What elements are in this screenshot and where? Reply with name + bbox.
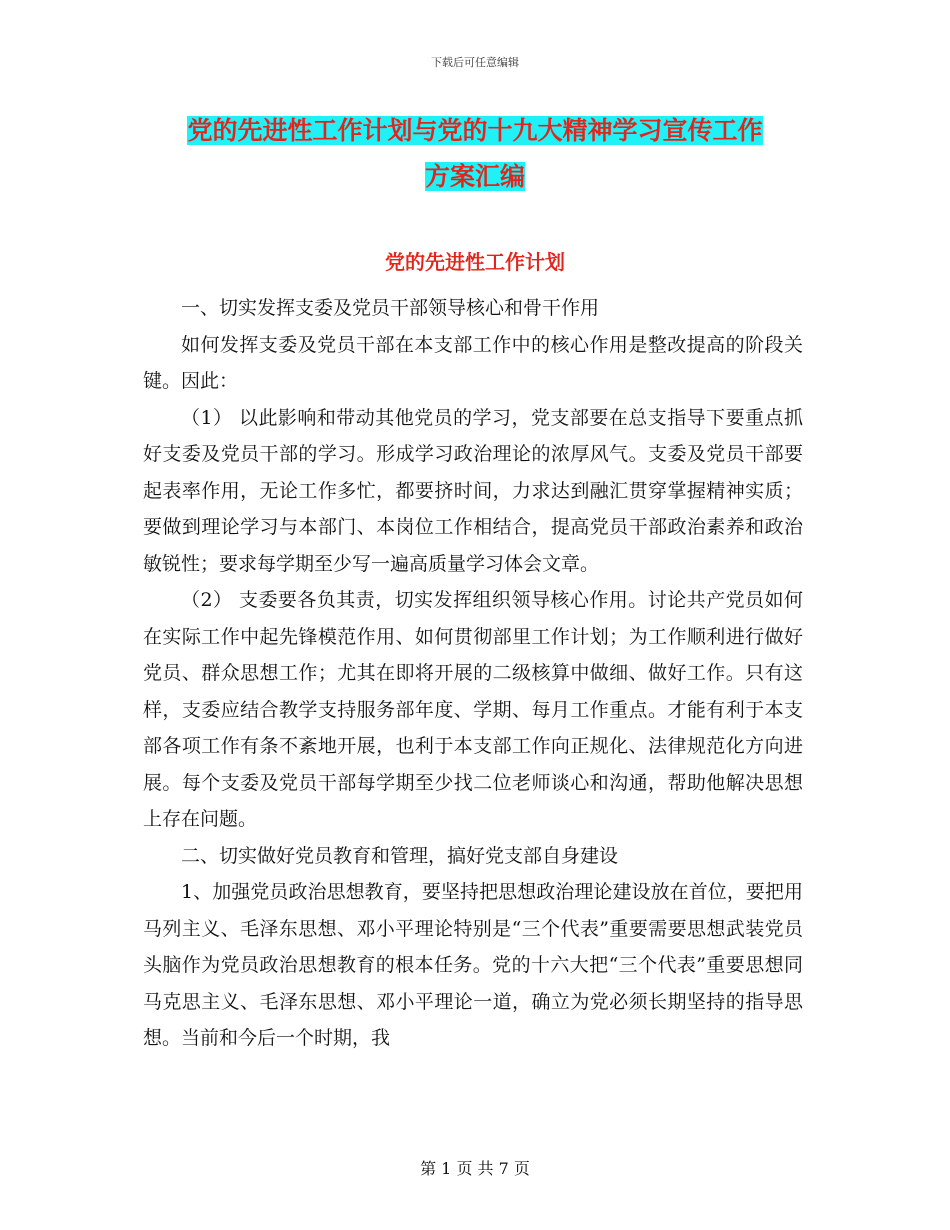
paragraph-heading-1: 一、切实发挥支委及党员干部领导核心和骨干作用: [181, 297, 600, 319]
paragraph-item-1: （1） 以此影响和带动其他党员的学习，党支部要在总支指导下要重点抓好支委及党员干部的学习。形成学习政治理论的浓厚风气。支委及党员干部要起表率作用，无论工作多忙，都要挤时间，力求达到融汇贯穿掌握精神实质；要做到理论学习与本部门、本岗位工作相结合，提高党员干部政治素养和政治敏锐性；要求每学期至少写一遍高质量学习体会文章。: [143, 406, 803, 575]
document-title: [0, 108, 950, 200]
page-header: 下载后可任意编辑: [431, 56, 519, 69]
document-title-line-2: 方案汇编: [424, 162, 525, 191]
body-text: [143, 290, 803, 1057]
paragraph-heading-2: 二、切实做好党员教育和管理，搞好党支部自身建设: [181, 844, 619, 867]
paragraph: 1、加强党员政治思想教育，要坚持把思想政治理论建设放在首位，要把用马列主义、毛泽东思想、邓小平理论特别是“三个代表”重要需要思想武装党员头脑作为党员政治思想教育的根本任务。党的十六大把“三个代表”重要思想同马克思主义、毛泽东思想、邓小平理论一道，确立为党必须长期坚持的指导思想。当前和今后一个时期，我: [143, 881, 803, 1049]
page-footer: 第 1 页 共 7 页: [420, 1159, 530, 1178]
section-title: 党的先进性工作计划: [385, 250, 565, 274]
document-title-line-1: 党的先进性工作计划与党的十九大精神学习宣传工作: [187, 116, 763, 145]
paragraph-item-2: （2） 支委要各负其责，切实发挥组织领导核心作用。讨论共产党员如何在实际工作中起先锋模范作用、如何贯彻部里工作计划；为工作顺利进行做好党员、群众思想工作；尤其在即将开展的二级核算中做细、做好工作。只有这样，支委应结合教学支持服务部年度、学期、每月工作重点。才能有利于本支部各项工作有条不紊地开展，也利于本支部工作向正规化、法律规范化方向进展。每个支委及党员干部每学期至少找二位老师谈心和沟通，帮助他解决思想上存在问题。: [143, 589, 803, 830]
paragraph: 如何发挥支委及党员干部在本支部工作中的核心作用是整改提高的阶段关键。因此：: [143, 333, 803, 392]
